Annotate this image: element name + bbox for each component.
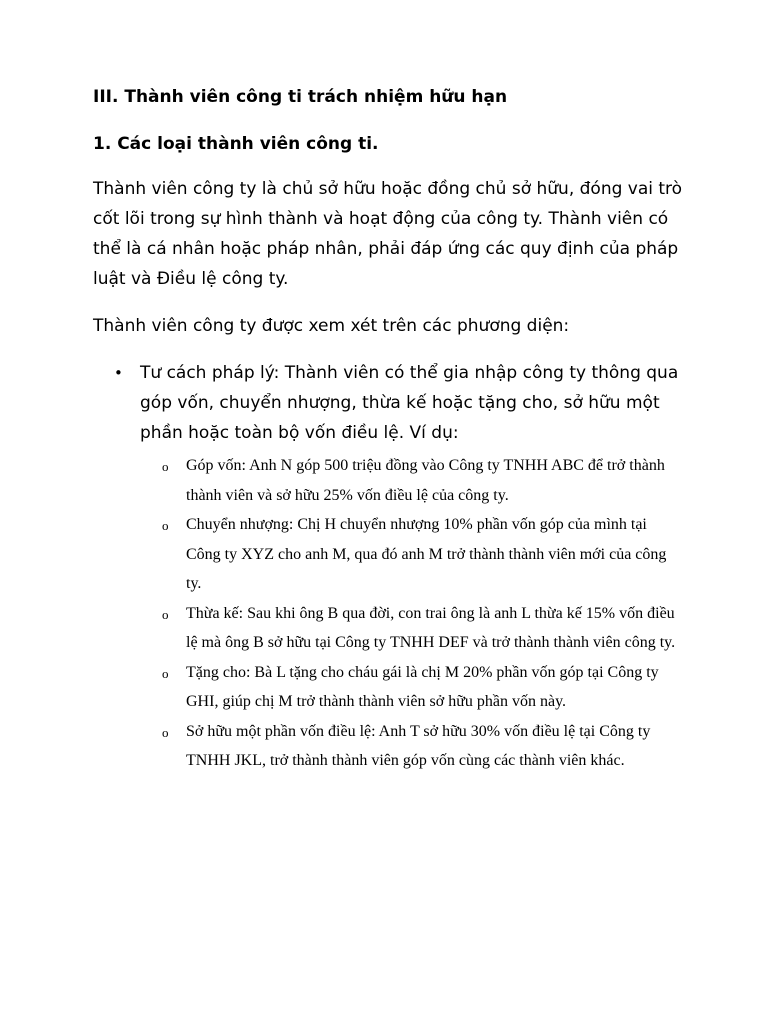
circle-bullet-icon: o	[162, 665, 169, 681]
subsection-heading: 1. Các loại thành viên công ti.	[93, 134, 379, 154]
example-list	[93, 451, 693, 776]
list-item	[93, 658, 683, 717]
section-heading: III. Thành viên công ti trách nhiệm hữu hạn	[93, 87, 508, 107]
circle-bullet-icon: o	[162, 518, 169, 533]
list-item	[93, 717, 683, 776]
example-text: Tặng cho: Bà L tặng cho cháu gái là chị M 20% phần vốn góp tại Công ty GHI, giúp chị M trở thành thành viên sở hữu phần vốn này.	[186, 663, 659, 710]
bullet-list	[93, 358, 693, 776]
circle-bullet-icon: o	[162, 606, 169, 622]
list-item	[93, 510, 683, 599]
intro-paragraph: Thành viên công ty là chủ sở hữu hoặc đồng chủ sở hữu, đóng vai trò cốt lõi trong sự hình thành và hoạt động của công ty. Thành viên có thể là cá nhân hoặc pháp nhân, phải đáp ứng các quy định của pháp luật và Điều lệ công ty.	[93, 179, 683, 289]
circle-bullet-icon: o	[162, 459, 169, 474]
example-text: Chuyển nhượng: Chị H chuyển nhượng 10% phần vốn góp của mình tại Công ty XYZ cho anh M, qua đó anh M trở thành thành viên mới của công ty.	[186, 516, 667, 592]
list-item	[93, 599, 683, 658]
bullet-icon: •	[114, 364, 123, 382]
aspects-paragraph: Thành viên công ty được xem xét trên các phương diện:	[93, 316, 570, 336]
example-text: Góp vốn: Anh N góp 500 triệu đồng vào Công ty TNHH ABC để trở thành thành viên và sở hữu 25% vốn điều lệ của công ty.	[186, 457, 665, 504]
circle-bullet-icon: o	[162, 724, 169, 740]
list-item	[93, 451, 683, 510]
example-text: Thừa kế: Sau khi ông B qua đời, con trai ông là anh L thừa kế 15% vốn điều lệ mà ông B sở hữu tại Công ty TNHH DEF và trở thành thành viên công ty.	[186, 604, 676, 651]
list-item	[93, 358, 693, 776]
example-text: Sở hữu một phần vốn điều lệ: Anh T sở hữu 30% vốn điều lệ tại Công ty TNHH JKL, trở thành thành viên góp vốn cùng các thành viên khác.	[186, 722, 651, 769]
bullet-text: Tư cách pháp lý: Thành viên có thể gia nhập công ty thông qua góp vốn, chuyển nhượng, thừa kế hoặc tặng cho, sở hữu một phần hoặc toàn bộ vốn điều lệ. Ví dụ:	[140, 363, 679, 443]
